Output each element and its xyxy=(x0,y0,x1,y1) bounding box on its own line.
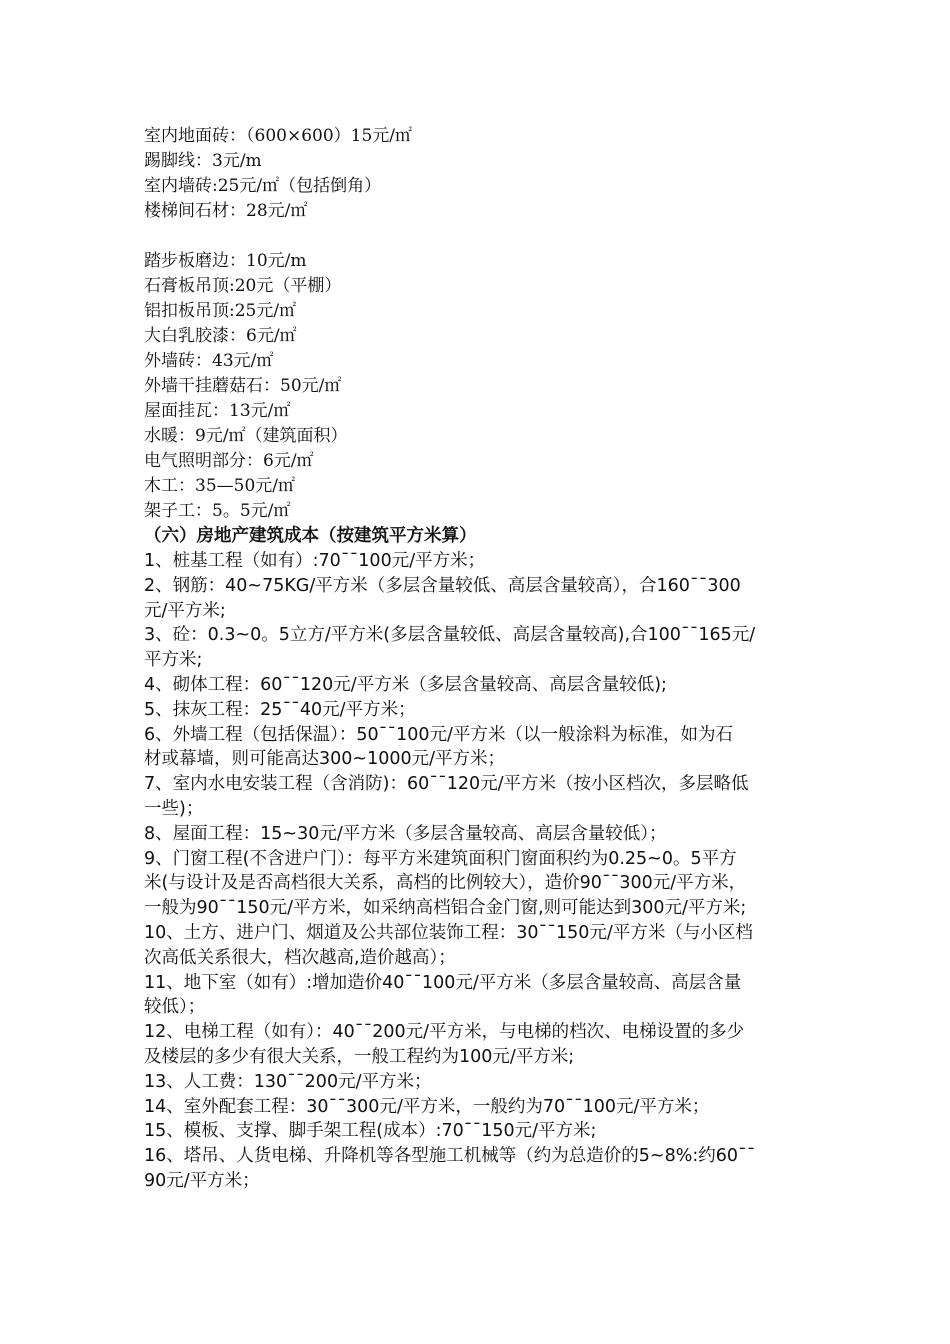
cost-item-line: 16、塔吊、人货电梯、升降机等各型施工机械等（约为总造价的5~8%:约60¯¯ xyxy=(144,1146,756,1167)
price-line: 木工：35—50元/㎡ xyxy=(144,476,295,496)
document-page xyxy=(144,124,816,1194)
cost-item-line: 15、模板、支撑、脚手架工程(成本）:70¯¯150元/平方米; xyxy=(144,1121,597,1142)
cost-item xyxy=(144,921,816,971)
price-list-a xyxy=(144,124,816,224)
cost-item-line: 材或幕墙，则可能高达300~1000元/平方米； xyxy=(144,749,505,770)
cost-item-line: 较低）； xyxy=(144,997,206,1018)
price-line: 踢脚线：3元/m xyxy=(144,151,262,171)
cost-item-line: 元/平方米; xyxy=(144,600,226,621)
price-line: 外墙砖：43元/㎡ xyxy=(144,351,274,371)
price-line: 电气照明部分：6元/㎡ xyxy=(144,451,314,471)
price-line: 楼梯间石材：28元/㎡ xyxy=(144,201,308,221)
price-line: 踏步板磨边：10元/m xyxy=(144,251,307,271)
cost-item-line: 次高低关系很大，档次越高,造价越高）； xyxy=(144,947,456,968)
price-line: 大白乳胶漆：6元/㎡ xyxy=(144,326,297,346)
cost-item-line: 90元/平方米； xyxy=(144,1170,260,1191)
cost-item-line: 9、门窗工程(不含进户门）：每平方米建筑面积门窗面积约为0.25~0。5平方 xyxy=(144,848,737,869)
price-line: 屋面挂瓦：13元/㎡ xyxy=(144,401,291,421)
cost-item-line: 一般为90¯¯150元/平方米，如采纳高档铝合金门窗,则可能达到300元/平方米; xyxy=(144,898,747,919)
cost-item xyxy=(144,1144,816,1194)
cost-item xyxy=(144,723,816,773)
cost-item-line: 米(与设计及是否高档很大关系，高档的比例较大），造价90¯¯300元/平方米， xyxy=(144,873,747,894)
section-heading: （六）房地产建筑成本（按建筑平方米算） xyxy=(144,526,477,546)
cost-item xyxy=(144,822,816,847)
price-line: 水暖：9元/㎡（建筑面积） xyxy=(144,426,348,446)
cost-item xyxy=(144,1095,816,1120)
blank-line xyxy=(144,224,816,249)
price-list-b xyxy=(144,249,816,524)
cost-item xyxy=(144,549,816,574)
price-line: 室内墙砖:25元/㎡（包括倒角） xyxy=(144,176,382,196)
price-line: 室内地面砖：（600×600）15元/㎡ xyxy=(144,126,412,146)
cost-item-line: 2、钢筋：40~75KG/平方米（多层含量较低、高层含量较高），合160¯¯300 xyxy=(144,575,741,596)
cost-item-line: 12、电梯工程（如有）：40¯¯200元/平方米，与电梯的档次、电梯设置的多少 xyxy=(144,1022,745,1043)
cost-item xyxy=(144,1070,816,1095)
cost-item-line: 10、土方、进户门、烟道及公共部位装饰工程：30¯¯150元/平方米（与小区档 xyxy=(144,922,753,943)
cost-item-line: 6、外墙工程（包括保温）：50¯¯100元/平方米（以一般涂料为标准，如为石 xyxy=(144,724,733,745)
cost-item-line: 11、地下室（如有）:增加造价40¯¯100元/平方米（多层含量较高、高层含量 xyxy=(144,972,742,993)
cost-item-line: 8、屋面工程：15~30元/平方米（多层含量较高、高层含量较低）； xyxy=(144,823,667,844)
cost-item-line: 及楼层的多少有很大关系，一般工程约为100元/平方米; xyxy=(144,1046,575,1067)
cost-item xyxy=(144,574,816,624)
cost-item-line: 一些)； xyxy=(144,798,204,819)
cost-item xyxy=(144,673,816,698)
cost-item xyxy=(144,623,816,673)
cost-item-line: 5、抹灰工程：25¯¯40元/平方米； xyxy=(144,699,416,720)
cost-item xyxy=(144,1119,816,1144)
cost-item-line: 3、砼：0.3~0。5立方/平方米(多层含量较低、高层含量较高),合100¯¯165元/ xyxy=(144,625,756,646)
cost-item-line: 13、人工费：130¯¯200元/平方米； xyxy=(144,1071,432,1092)
price-line: 石膏板吊顶:20元（平棚） xyxy=(144,276,342,296)
cost-item-line: 14、室外配套工程：30¯¯300元/平方米，一般约为70¯¯100元/平方米； xyxy=(144,1096,710,1117)
price-line: 外墙干挂蘑菇石：50元/㎡ xyxy=(144,376,342,396)
cost-item-line: 1、桩基工程（如有）:70¯¯100元/平方米； xyxy=(144,551,486,571)
cost-item xyxy=(144,1020,816,1070)
cost-item-line: 平方米; xyxy=(144,650,203,671)
cost-item xyxy=(144,698,816,723)
cost-item xyxy=(144,847,816,921)
cost-item xyxy=(144,971,816,1021)
price-line: 架子工：5。5元/㎡ xyxy=(144,501,291,521)
cost-item-line: 7、室内水电安装工程（含消防)：60¯¯120元/平方米（按小区档次，多层略低 xyxy=(144,774,749,795)
price-line: 铝扣板吊顶:25元/㎡ xyxy=(144,301,297,321)
cost-item-list xyxy=(144,549,816,1194)
cost-item-line: 4、砌体工程：60¯¯120元/平方米（多层含量较高、高层含量较低); xyxy=(144,674,667,695)
cost-item xyxy=(144,772,816,822)
